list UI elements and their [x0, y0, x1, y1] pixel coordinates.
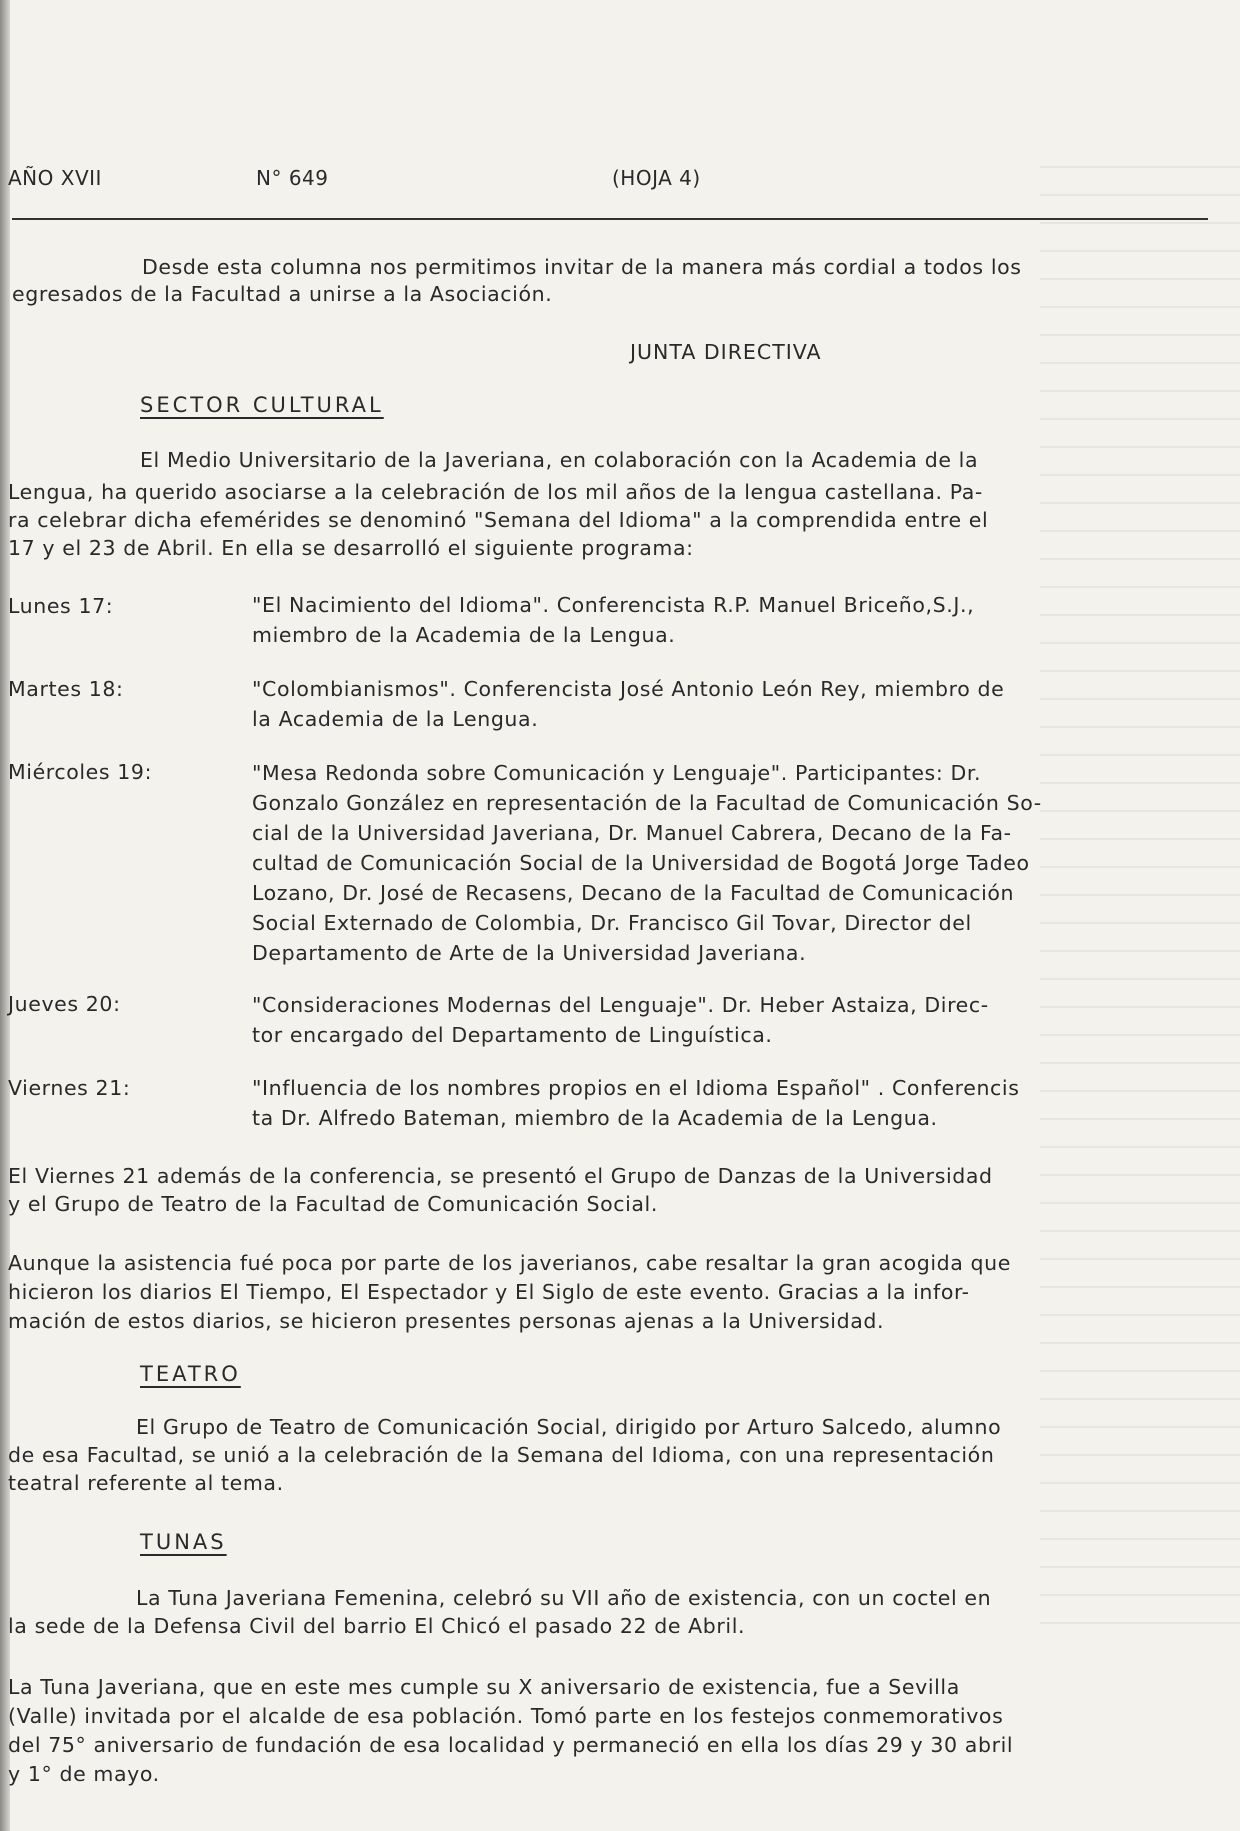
cultural-after-line: hicieron los diarios El Tiempo, El Espectador y El Siglo de este evento. Gracias a la infor- — [8, 1280, 970, 1304]
header-sheet: (HOJA 4) — [612, 166, 701, 190]
program-line: cial de la Universidad Javeriana, Dr. Manuel Cabrera, Decano de la Fa- — [252, 821, 1012, 845]
program-day: Martes 18: — [8, 677, 124, 701]
tunas-line: (Valle) invitada por el alcalde de esa población. Tomó parte en los festejos conmemorativos — [8, 1704, 1004, 1728]
program-line: "Colombianismos". Conferencista José Antonio León Rey, miembro de — [252, 677, 1005, 701]
section-title-cultural: SECTOR CULTURAL — [140, 393, 384, 417]
program-line: Gonzalo González en representación de la Facultad de Comunicación So- — [252, 791, 1042, 815]
program-line: ta Dr. Alfredo Bateman, miembro de la Academia de la Lengua. — [252, 1106, 938, 1130]
teatro-line: de esa Facultad, se unió a la celebración de la Semana del Idioma, con una representación — [8, 1443, 995, 1467]
intro-line: egresados de la Facultad a unirse a la Asociación. — [12, 282, 553, 306]
program-entry — [252, 758, 1182, 968]
program-line: tor encargado del Departamento de Linguística. — [252, 1023, 773, 1047]
section-title-teatro: TEATRO — [140, 1362, 241, 1386]
program-line: la Academia de la Lengua. — [252, 707, 539, 731]
header-rule — [12, 218, 1208, 220]
tunas-line: del 75° aniversario de fundación de esa localidad y permaneció en ella los días 29 y 30 abril — [8, 1733, 1014, 1757]
section-title-tunas: TUNAS — [140, 1530, 227, 1554]
cultural-after-line: y el Grupo de Teatro de la Facultad de Comunicación Social. — [8, 1192, 658, 1216]
program-entry — [252, 1073, 1182, 1133]
cultural-line: Lengua, ha querido asociarse a la celebración de los mil años de la lengua castellana. Pa- — [8, 480, 983, 504]
tunas-line: La Tuna Javeriana Femenina, celebró su VII año de existencia, con un coctel en — [136, 1586, 992, 1610]
cultural-line: 17 y el 23 de Abril. En ella se desarrolló el siguiente programa: — [8, 536, 694, 560]
program-day: Lunes 17: — [8, 594, 114, 618]
cultural-after-line: mación de estos diarios, se hicieron presentes personas ajenas a la Universidad. — [8, 1309, 885, 1333]
tunas-line: La Tuna Javeriana, que en este mes cumple su X aniversario de existencia, fue a Sevilla — [8, 1675, 960, 1699]
header-number: N° 649 — [256, 166, 329, 190]
program-line: Departamento de Arte de la Universidad Javeriana. — [252, 941, 807, 965]
program-line: "Consideraciones Modernas del Lenguaje". Dr. Heber Astaiza, Direc- — [252, 993, 989, 1017]
program-day: Jueves 20: — [8, 992, 121, 1016]
program-line: "El Nacimiento del Idioma". Conferencista R.P. Manuel Briceño,S.J., — [252, 593, 975, 617]
program-line: Lozano, Dr. José de Recasens, Decano de la Facultad de Comunicación — [252, 881, 1015, 905]
cultural-after-line: El Viernes 21 además de la conferencia, se presentó el Grupo de Danzas de la Universidad — [8, 1164, 993, 1188]
program-entry — [252, 590, 1182, 650]
program-entry — [252, 990, 1182, 1050]
cultural-after-line: Aunque la asistencia fué poca por parte de los javerianos, cabe resaltar la gran acogida que — [8, 1251, 1011, 1275]
page-binding-edge — [0, 0, 10, 1831]
cultural-line: ra celebrar dicha efemérides se denominó "Semana del Idioma" a la comprendida entre el — [8, 508, 989, 532]
program-entry — [252, 674, 1182, 734]
tunas-line: y 1° de mayo. — [8, 1762, 160, 1786]
teatro-line: teatral referente al tema. — [8, 1471, 284, 1495]
header-year: AÑO XVII — [8, 166, 102, 190]
tunas-line: la sede de la Defensa Civil del barrio El Chicó el pasado 22 de Abril. — [8, 1614, 746, 1638]
cultural-line: El Medio Universitario de la Javeriana, en colaboración con la Academia de la — [140, 448, 979, 472]
program-line: Social Externado de Colombia, Dr. Francisco Gil Tovar, Director del — [252, 911, 972, 935]
program-day: Miércoles 19: — [8, 760, 153, 784]
program-day: Viernes 21: — [8, 1076, 131, 1100]
intro-signature: JUNTA DIRECTIVA — [630, 340, 822, 364]
program-line: "Mesa Redonda sobre Comunicación y Lenguaje". Participantes: Dr. — [252, 761, 982, 785]
program-line: cultad de Comunicación Social de la Universidad de Bogotá Jorge Tadeo — [252, 851, 1030, 875]
intro-line: Desde esta columna nos permitimos invitar de la manera más cordial a todos los — [142, 255, 1022, 279]
teatro-line: El Grupo de Teatro de Comunicación Social, dirigido por Arturo Salcedo, alumno — [136, 1415, 1002, 1439]
program-line: miembro de la Academia de la Lengua. — [252, 623, 676, 647]
program-line: "Influencia de los nombres propios en el Idioma Español" . Conferencis — [252, 1076, 1020, 1100]
